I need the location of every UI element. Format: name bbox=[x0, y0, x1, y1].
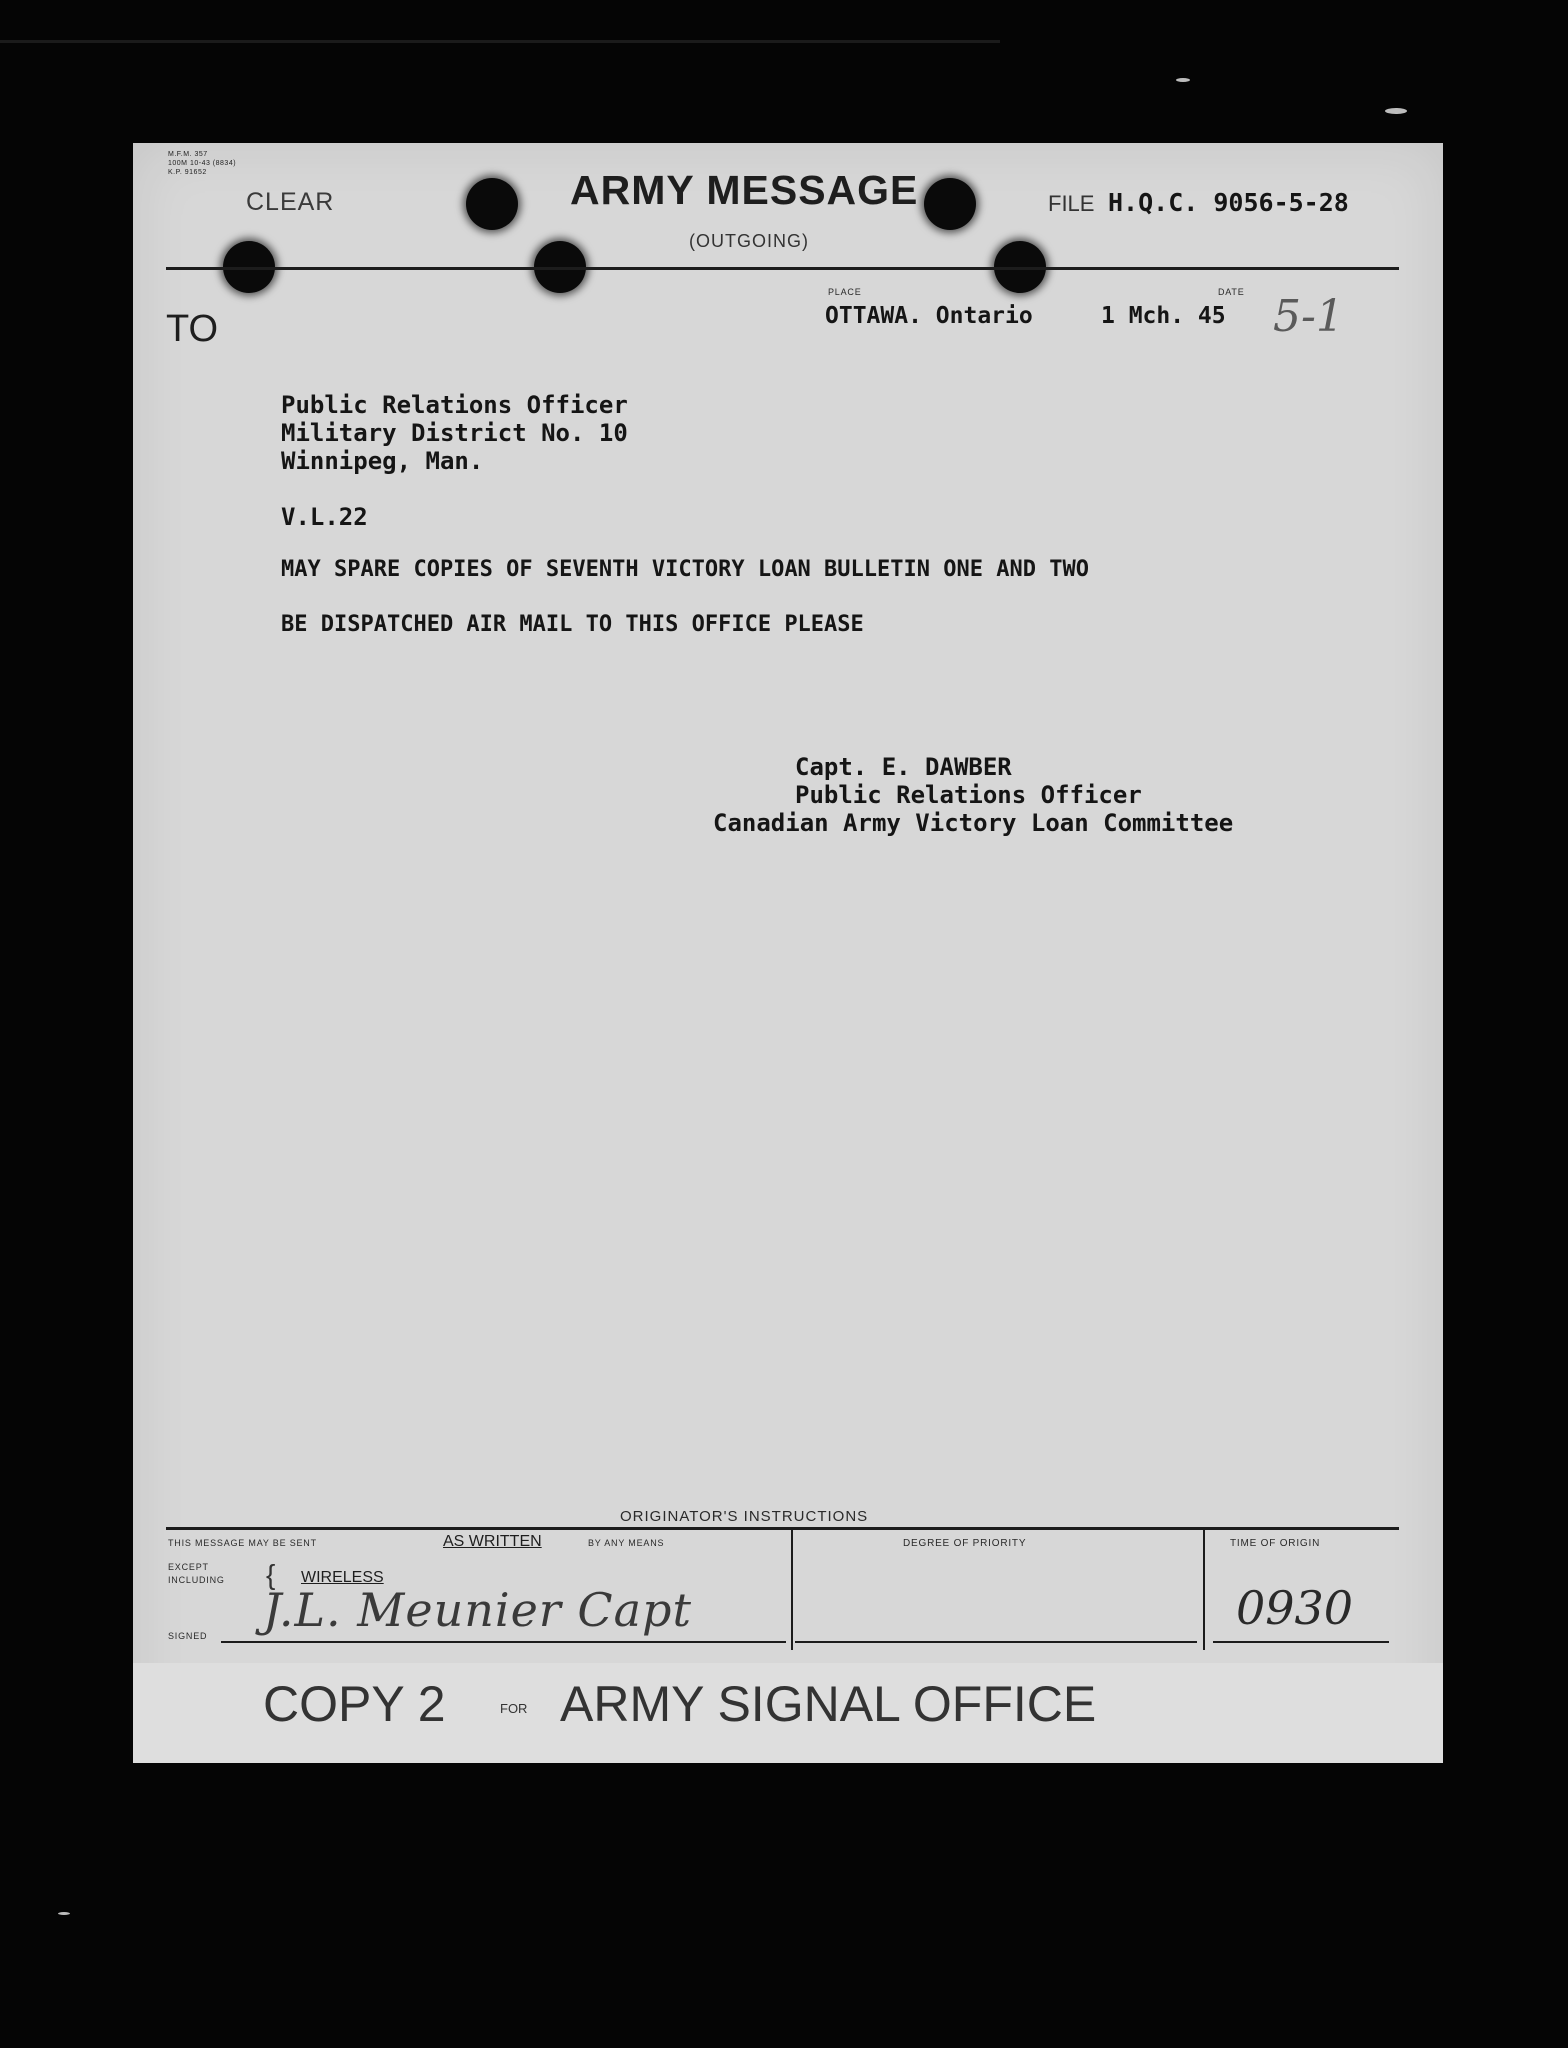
time-bottom-line bbox=[1213, 1641, 1389, 1643]
sender-line: Capt. E. DAWBER bbox=[795, 753, 1012, 781]
scan-speck bbox=[1176, 78, 1190, 82]
file-label: FILE bbox=[1048, 191, 1095, 216]
message-reference: V.L.22 bbox=[281, 503, 368, 531]
except-label: EXCEPT bbox=[168, 1562, 209, 1572]
sent-text-pre: THIS MESSAGE MAY BE SENT bbox=[168, 1538, 317, 1548]
including-label: INCLUDING bbox=[168, 1575, 225, 1585]
means-value: WIRELESS bbox=[301, 1569, 384, 1586]
scan-speck bbox=[1385, 108, 1407, 114]
as-written-label: AS WRITTEN bbox=[443, 1533, 542, 1550]
place-value: OTTAWA. Ontario bbox=[825, 303, 1033, 329]
form-number-line: 100M 10-43 (8834) bbox=[168, 160, 237, 167]
signed-label: SIGNED bbox=[168, 1631, 208, 1641]
form-title: ARMY MESSAGE bbox=[570, 167, 919, 213]
to-label: TO bbox=[166, 308, 219, 350]
copy-footer bbox=[133, 1663, 1443, 1763]
addressee-line: Winnipeg, Man. bbox=[281, 447, 484, 475]
instructions-heading: ORIGINATOR'S INSTRUCTIONS bbox=[620, 1508, 869, 1525]
file-number: H.Q.C. 9056-5-28 bbox=[1108, 188, 1349, 217]
message-line: MAY SPARE COPIES OF SEVENTH VICTORY LOAN BULLETIN ONE AND TWO bbox=[281, 557, 1089, 582]
date-label: DATE bbox=[1218, 287, 1245, 297]
time-label: TIME OF ORIGIN bbox=[1230, 1538, 1321, 1549]
scan-speck bbox=[58, 1912, 70, 1915]
priority-bottom-line bbox=[795, 1641, 1197, 1643]
scan-streak bbox=[0, 40, 1000, 43]
instructions-divider bbox=[1203, 1530, 1205, 1650]
header-rule bbox=[166, 267, 1399, 270]
addressee-line: Military District No. 10 bbox=[281, 419, 628, 447]
signature: J.L. Meunier Capt bbox=[263, 1583, 692, 1637]
classification-label: CLEAR bbox=[246, 188, 335, 216]
sent-text-post: BY ANY MEANS bbox=[588, 1538, 665, 1548]
form-number-line: M.F.M. 357 bbox=[168, 151, 208, 158]
instructions-top-rule bbox=[166, 1527, 1399, 1530]
for-label: FOR bbox=[500, 1701, 528, 1716]
priority-label: DEGREE OF PRIORITY bbox=[903, 1538, 1027, 1549]
addressee-line: Public Relations Officer bbox=[281, 391, 628, 419]
signal-office-label: ARMY SIGNAL OFFICE bbox=[560, 1676, 1097, 1732]
date-value: 1 Mch. 45 bbox=[1101, 303, 1226, 329]
sender-line: Canadian Army Victory Loan Committee bbox=[713, 809, 1234, 837]
army-message-form bbox=[133, 143, 1443, 1763]
message-line: BE DISPATCHED AIR MAIL TO THIS OFFICE PLEASE bbox=[281, 612, 864, 637]
copy-number: COPY 2 bbox=[263, 1676, 446, 1732]
place-label: PLACE bbox=[828, 287, 862, 297]
punch-hole bbox=[466, 178, 518, 230]
instructions-divider bbox=[791, 1530, 793, 1650]
brace: { bbox=[266, 1559, 276, 1590]
form-number-line: K.P. 91652 bbox=[168, 169, 207, 176]
sender-line: Public Relations Officer bbox=[795, 781, 1142, 809]
form-subtitle: (OUTGOING) bbox=[689, 231, 809, 251]
time-value: 0930 bbox=[1236, 1581, 1354, 1635]
punch-hole bbox=[924, 178, 976, 230]
signature-line bbox=[221, 1641, 786, 1643]
handwritten-page-ref: 5-1 bbox=[1273, 291, 1344, 342]
